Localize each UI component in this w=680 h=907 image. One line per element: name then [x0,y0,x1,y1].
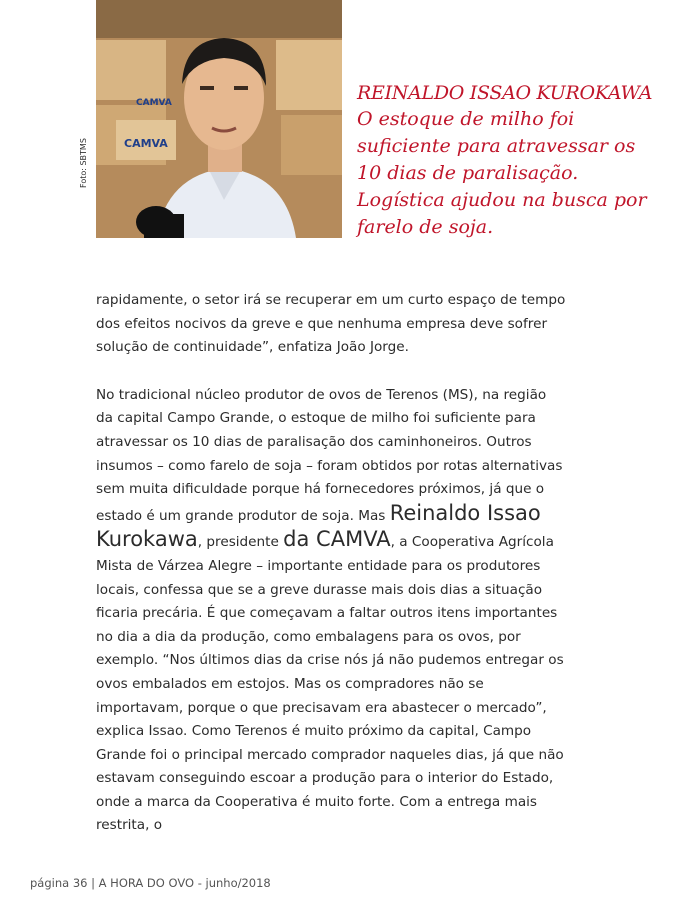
man-portrait-illustration [96,0,342,238]
paragraph-2-intro: No tradicional núcleo produtor de ovos de Terenos (MS), na região da capital Campo Grande, o estoque de milho foi suficiente para atravessar os 10 dias de paralisação dos caminhoneiros. Outros insumos – como farelo de soja – foram obtidos por rotas alternativas sem muita dificuldade porque há fornecedores próximos, já que o estado é um grande produtor de soja. Mas [96,386,563,524]
svg-text:CAMVA: CAMVA [136,98,172,108]
paragraph-1: rapidamente, o setor irá se recuperar em um curto espaço de tempo dos efeitos nocivos da greve e que nenhuma empresa deve sofrer solução de continuidade”, enfatiza João Jorge. [96,292,566,356]
svg-text:CAMVA: CAMVA [124,137,168,150]
paragraph-2-rest: , a Cooperativa Agrícola Mista de Várzea Alegre – importante entidade para os produtores locais, confessa que se a greve durasse mais dois dias a situação ficaria precária. É que começavam a faltar outros itens importantes no dia a dia da produção, como embalagens para os ovos, por exemplo. “Nos últimos dias da crise nós já não pudemos entregar os ovos embalados em estojos. Mas os compradores não se importavam, porque o que precisavam era abastecer o mercado”, explica Issao. Como Terenos é muito próximo da capital, Campo Grande foi o principal mercado comprador naqueles dias, já que não estavam conseguindo escoar a produção para o interior do Estado, onde a marca da Cooperativa é muito forte. Com a entrega mais restrita, o [96,534,564,834]
article-body [96,289,566,838]
caption-name: REINALDO ISSAO KUROKAWA [357,82,653,104]
paragraph-2 [96,384,566,838]
highlight-organization: da CAMVA [283,527,391,552]
highlight-name: Reinaldo Issao Kurokawa [96,500,541,552]
caption-quote: O estoque de milho foi suficiente para atravessar os 10 dias de paralisação. Logística ajudou na busca por farelo de soja. [357,108,647,238]
paragraph-2-mid: , presidente [197,534,284,551]
page-footer: página 36 | A HORA DO OVO - junho/2018 [30,876,271,890]
interview-photo [96,0,342,238]
photo-credit: Foto: SBTMS [79,138,88,188]
photo-caption [357,80,657,241]
